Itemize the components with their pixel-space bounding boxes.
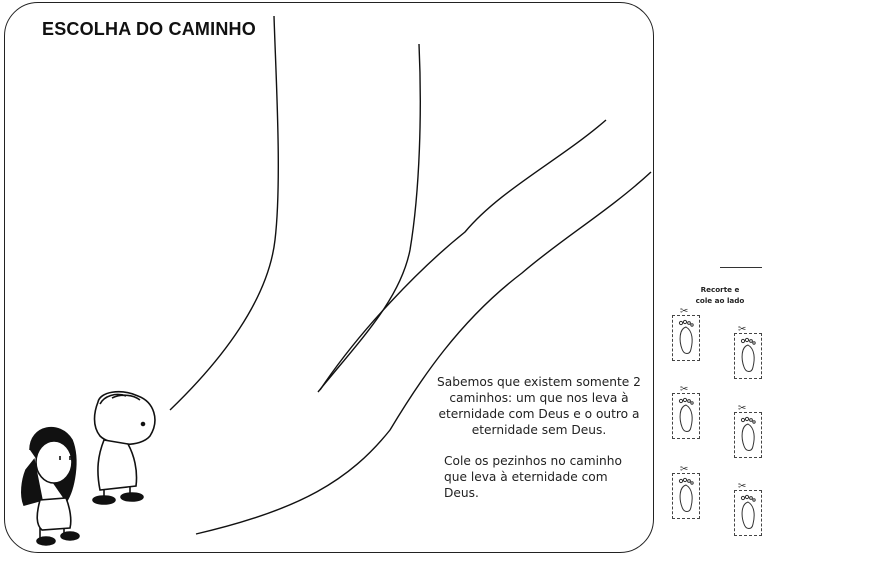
cutout-title [690,284,750,306]
scissors-icon: ✂ [680,306,689,317]
cutout-title-line2: cole ao lado [695,296,745,305]
description-text: Sabemos que existem somente 2 caminhos: um que nos leva à eternidade com Deus e o outro a eternidade sem Deus. [437,375,641,437]
scissors-icon: ✂ [738,324,747,335]
instruction-text: Cole os pezinhos no caminho que leva à eternidade com Deus. [444,454,622,500]
scissors-icon: ✂ [738,481,747,492]
footprint-card[interactable] [734,333,762,379]
path-left-edge-1 [170,16,278,410]
footprint-card[interactable] [672,473,700,519]
cut-line [720,267,762,268]
footprint-card[interactable] [672,315,700,361]
boy-illustration [93,392,155,504]
footprint-icon [737,337,759,375]
scissors-icon: ✂ [680,464,689,475]
footprint-icon [737,494,759,532]
footprint-icon [675,397,697,435]
path-right-edge-1 [320,120,606,390]
scissors-icon: ✂ [738,403,747,414]
cutout-title-line1: Recorte e [700,285,740,294]
page-title: ESCOLHA DO CAMINHO [42,19,256,39]
path-left-edge-2 [318,44,420,392]
footprint-card[interactable] [734,490,762,536]
footprint-icon [675,319,697,357]
scissors-icon: ✂ [680,384,689,395]
instructions-block [432,374,646,516]
footprint-card[interactable] [672,393,700,439]
girl-illustration [22,428,79,545]
footprint-icon [737,416,759,454]
footprint-icon [675,477,697,515]
footprint-card[interactable] [734,412,762,458]
